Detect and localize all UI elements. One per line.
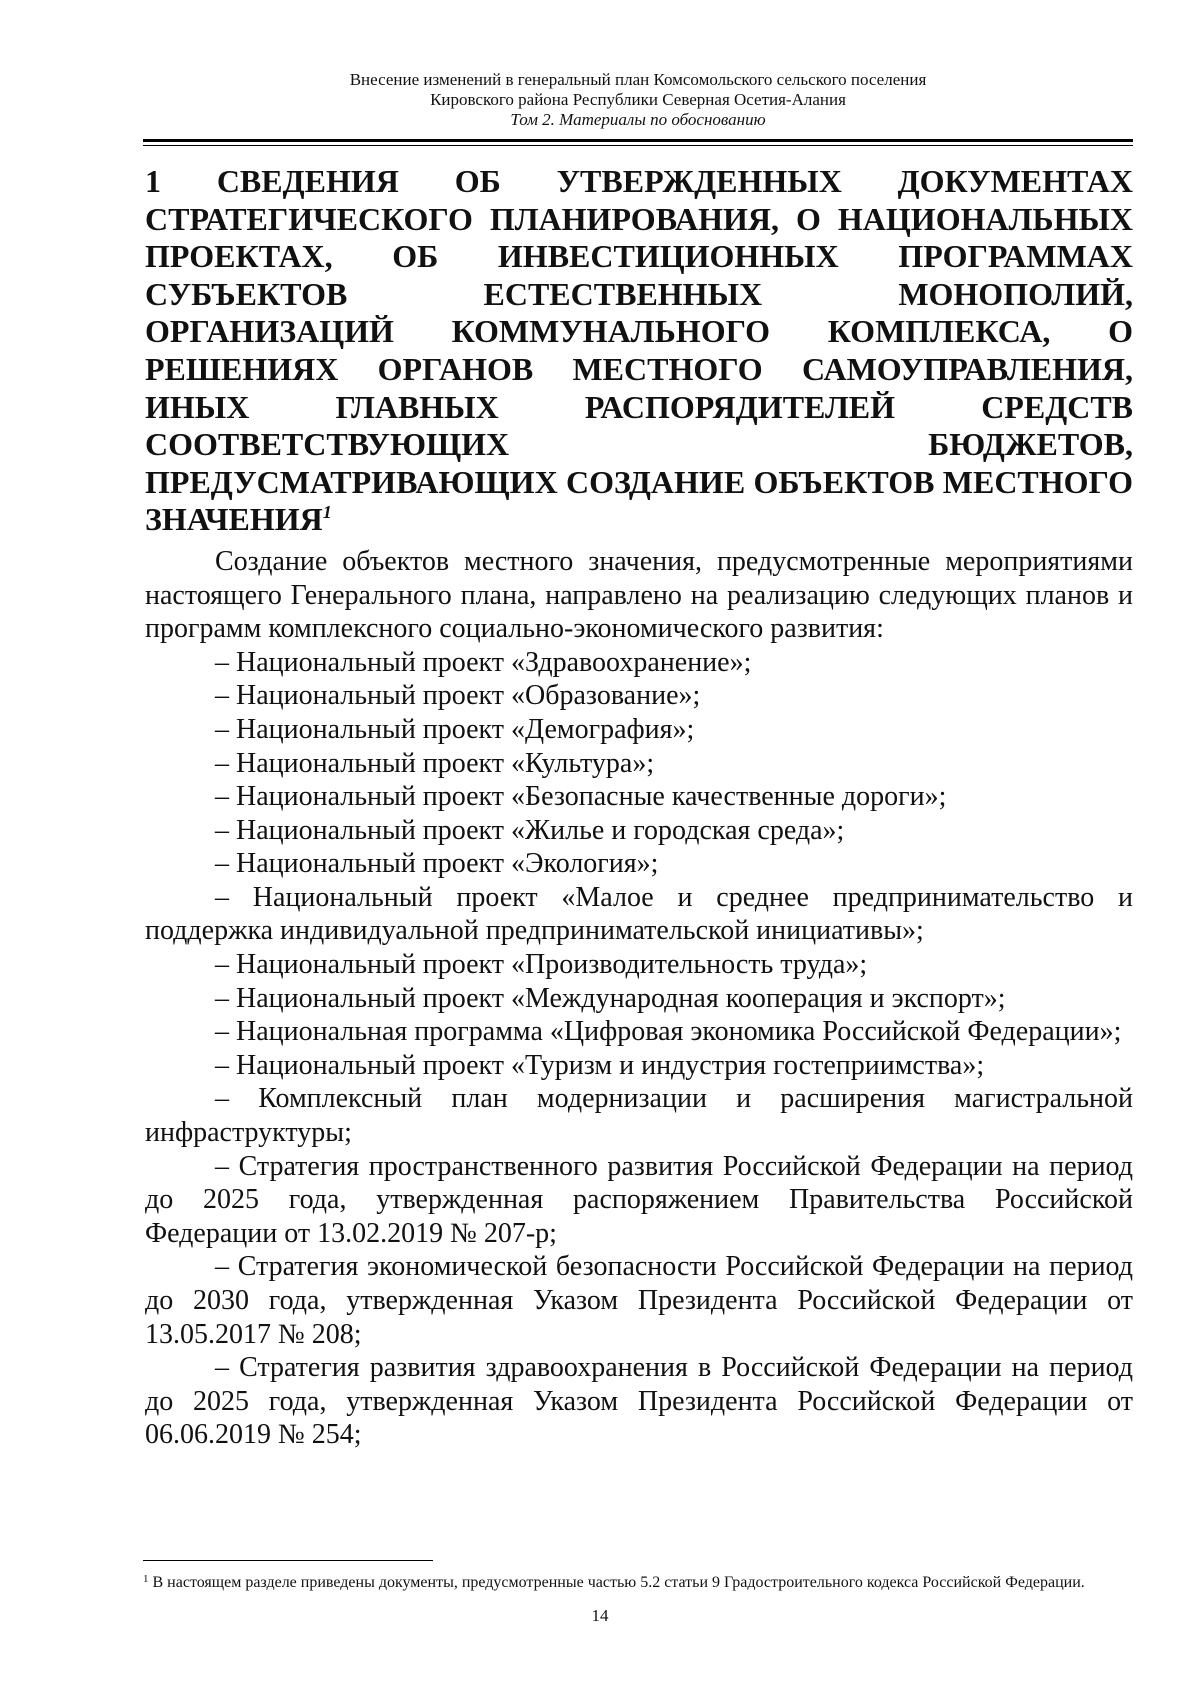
intro-paragraph: Создание объектов местного значения, предусмотренные мероприятиями настоящего Генерального плана, направлено на реализацию следующих планов и программ комплексного социально-экономического развития: [145,545,1133,645]
footnote-separator [143,1560,433,1561]
list-item: – Национальный проект «Туризм и индустрия гостеприимства»; [215,1049,985,1081]
plans-list [145,646,1133,1452]
list-item: – Комплексный план модернизации и расширения магистральной инфраструктуры; [145,1083,1133,1149]
list-item: – Стратегия экономической безопасности Российской Федерации на период до 2030 года, утвержденная Указом Президента Российской Федерации от 13.05.2017 № 208; [145,1251,1133,1350]
list-item: – Национальная программа «Цифровая экономика Российской Федерации»; [215,1016,1122,1048]
list-item: – Национальный проект «Международная кооперация и экспорт»; [215,982,1006,1014]
list-item: – Национальный проект «Экология»; [215,848,659,880]
footnote-number: 1 [143,1573,149,1585]
list-item: – Национальный проект «Демография»; [215,713,695,745]
body-text [145,545,1133,1452]
footnote-ref[interactable]: 1 [322,502,332,523]
list-item: – Национальный проект «Образование»; [215,680,701,712]
list-item: – Национальный проект «Производительность труда»; [215,949,868,981]
header-rule-thick [143,139,1133,142]
list-item: – Национальный проект «Безопасные качественные дороги»; [215,781,947,813]
list-item: – Стратегия пространственного развития Российской Федерации на период до 2025 года, утвержденная распоряжением Правительства Российской Федерации от 13.02.2019 № 207-р; [145,1150,1133,1249]
footnote-text: В настоящем разделе приведены документы, предусмотренные частью 5.2 статьи 9 Градостроительного кодекса Российской Федерации. [152,1574,1085,1591]
section-title [145,163,1133,539]
page-number: 14 [591,1606,609,1625]
header-volume-line: Том 2. Материалы по обоснованию [510,110,766,129]
list-item: – Национальный проект «Жилье и городская среда»; [215,814,845,846]
section-title-text: 1 СВЕДЕНИЯ ОБ УТВЕРЖДЕННЫХ ДОКУМЕНТАХ СТРАТЕГИЧЕСКОГО ПЛАНИРОВАНИЯ, О НАЦИОНАЛЬНЫХ ПРОЕКТАХ, ОБ ИНВЕСТИЦИОННЫХ ПРОГРАММАХ СУБЪЕКТОВ ЕСТЕСТВЕННЫХ МОНОПОЛИЙ, ОРГАНИЗАЦИЙ КОММУНАЛЬНОГО КОМПЛЕКСА, О РЕШЕНИЯХ ОРГАНОВ МЕСТНОГО САМОУПРАВЛЕНИЯ, ИНЫХ ГЛАВНЫХ РАСПОРЯДИТЕЛЕЙ СРЕДСТВ СООТВЕТСТВУЮЩИХ БЮДЖЕТОВ, ПРЕДУСМАТРИВАЮЩИХ СОЗДАНИЕ ОБЪЕКТОВ МЕСТНОГО ЗНАЧЕНИЯ [145,163,1133,538]
footnote [143,1573,1131,1593]
header-line-2: Кировского района Республики Северная Осетия-Алания [430,90,846,109]
list-item: – Национальный проект «Здравоохранение»; [215,646,752,678]
page-body [145,163,1133,1452]
running-header [143,70,1133,130]
header-rule-thin [143,145,1133,146]
header-line-1: Внесение изменений в генеральный план Комсомольского сельского поселения [349,70,927,89]
list-item: – Стратегия развития здравоохранения в Российской Федерации на период до 2025 года, утвержденная Указом Президента Российской Федерации от 06.06.2019 № 254; [145,1352,1133,1451]
list-item: – Национальный проект «Малое и среднее предпринимательство и поддержка индивидуальной предпринимательской инициативы»; [145,881,1133,947]
list-item: – Национальный проект «Культура»; [215,747,655,779]
